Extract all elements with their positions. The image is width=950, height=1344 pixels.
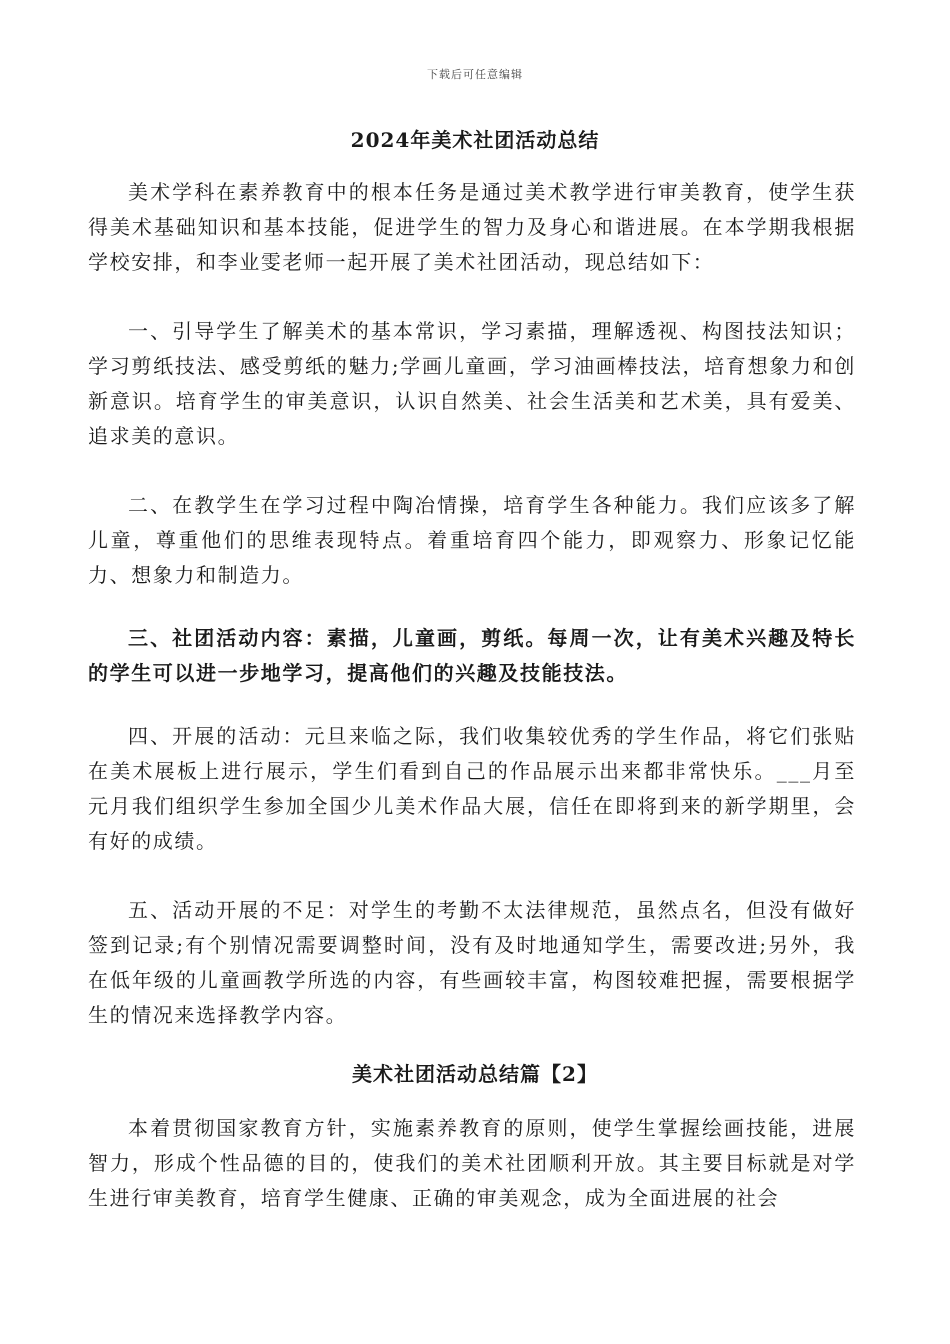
paragraph-point-5: 五、活动开展的不足：对学生的考勤不太法律规范，虽然点名，但没有做好签到记录;有个别情况需要调整时间，没有及时地通知学生，需要改进;另外，我在低年级的儿童画教学所选的内容，有些画较丰富，构图较难把握，需要根据学生的情况来选择教学内容。: [88, 898, 856, 1027]
paragraph-point-4: 四、开展的活动：元旦来临之际，我们收集较优秀的学生作品，将它们张贴在美术展板上进行展示，学生们看到自己的作品展示出来都非常快乐。___月至元月我们组织学生参加全国少儿美术作品大展，信任在即将到来的新学期里，会有好的成绩。: [88, 724, 856, 853]
paragraph-point-2: 二、在教学生在学习过程中陶冶情操，培育学生各种能力。我们应该多了解儿童，尊重他们的思维表现特点。着重培育四个能力，即观察力、形象记忆能力、想象力和制造力。: [88, 493, 856, 587]
paragraph-point-1: 一、引导学生了解美术的基本常识，学习素描，理解透视、构图技法知识；学习剪纸技法、感受剪纸的魅力;学画儿童画，学习油画棒技法，培育想象力和创新意识。培育学生的审美意识，认识自然美、社会生活美和艺术美，具有爱美、追求美的意识。: [88, 319, 856, 448]
document-title: 2024年美术社团活动总结: [350, 128, 600, 152]
intro-paragraph: 美术学科在素养教育中的根本任务是通过美术教学进行审美教育，使学生获得美术基础知识和基本技能，促进学生的智力及身心和谐进展。在本学期我根据学校安排，和李业雯老师一起开展了美术社团活动，现总结如下：: [88, 180, 856, 274]
section-2-paragraph: 本着贯彻国家教育方针，实施素养教育的原则，使学生掌握绘画技能，进展智力，形成个性品德的目的，使我们的美术社团顺利开放。其主要目标就是对学生进行审美教育，培育学生健康、正确的审美观念，成为全面进展的社会: [88, 1116, 856, 1210]
section-subtitle: 美术社团活动总结篇【2】: [352, 1062, 598, 1086]
header-note: 下载后可任意编辑: [427, 68, 523, 81]
paragraph-point-3: 三、社团活动内容：素描，儿童画，剪纸。每周一次，让有美术兴趣及特长的学生可以进一步地学习，提高他们的兴趣及技能技法。: [88, 626, 856, 685]
